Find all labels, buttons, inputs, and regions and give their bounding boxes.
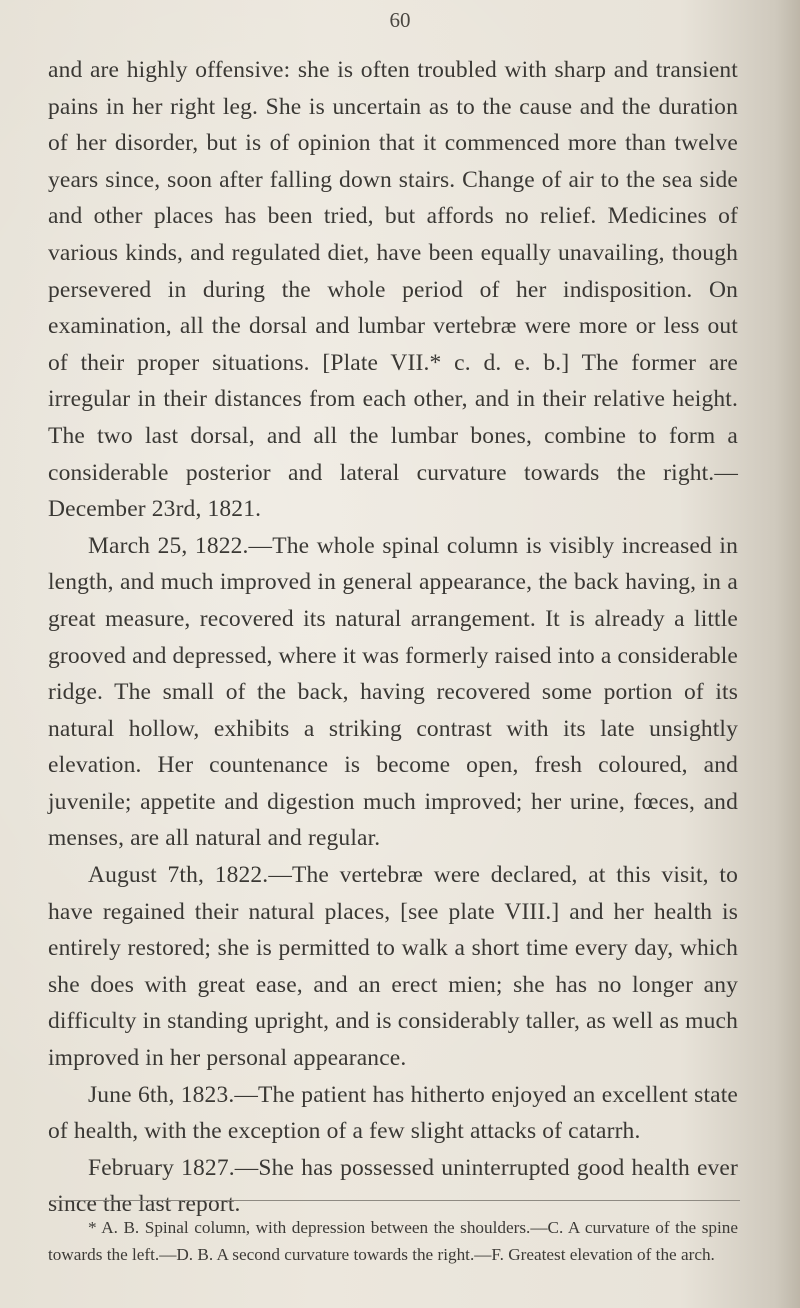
footnote-divider [50,1200,740,1201]
paragraph-june-1823: June 6th, 1823.—The patient has hitherto enjoyed an excellent state of health, with the exception of a few slight attacks of catarrh. [48,1081,738,1145]
footnote: * A. B. Spinal column, with depression between the shoulders.—C. A curvature of the spine towards the left.—D. B. A second curvature towards the right.—F. Greatest elevation of the arch. [48,1218,738,1264]
page-number: 60 [389,8,411,32]
paragraph-march-1822: March 25, 1822.—The whole spinal column is visibly increased in length, and much improved in general appearance, the back having, in a great measure, recovered its natural arrangement. It is already a little grooved and depressed, where it was formerly raised into a considerable ridge. The small of the back, having recovered some portion of its natural hollow, exhibits a striking contrast with its late unsightly elevation. Her countenance is become open, fresh coloured, and juvenile; appetite and digestion much improved; her urine, fœces, and menses, are all natural and regular. [48,532,738,852]
body-text [48,52,738,1223]
paragraph-august-1822: August 7th, 1822.—The vertebræ were declared, at this visit, to have regained their natural places, [see plate VIII.] and her health is entirely restored; she is permitted to walk a short time every day, which she does with great ease, and an erect mien; she has no longer any difficulty in standing upright, and is considerably taller, as well as much improved in her personal appearance. [48,862,738,1072]
paragraph-case-history: and are highly offensive: she is often troubled with sharp and transient pains in her right leg. She is uncertain as to the cause and the duration of her disorder, but is of opinion that it commenced more than twelve years since, soon after falling down stairs. Change of air to the sea side and other places has been tried, but affords no relief. Medicines of various kinds, and regulated diet, have been equally unavailing, though persevered in during the whole period of her indisposition. On examination, all the dorsal and lumbar vertebræ were more or less out of their proper situations. [Plate VII.* c. d. e. b.] The former are irregular in their distances from each other, and in their relative height. The two last dorsal, and all the lumbar bones, combine to form a considerable posterior and lateral curvature towards the right.— December 23rd, 1821. [48,57,738,523]
paragraph-february-1827: February 1827.—She has possessed uninterrupted good health ever since the last report. [48,1154,738,1218]
